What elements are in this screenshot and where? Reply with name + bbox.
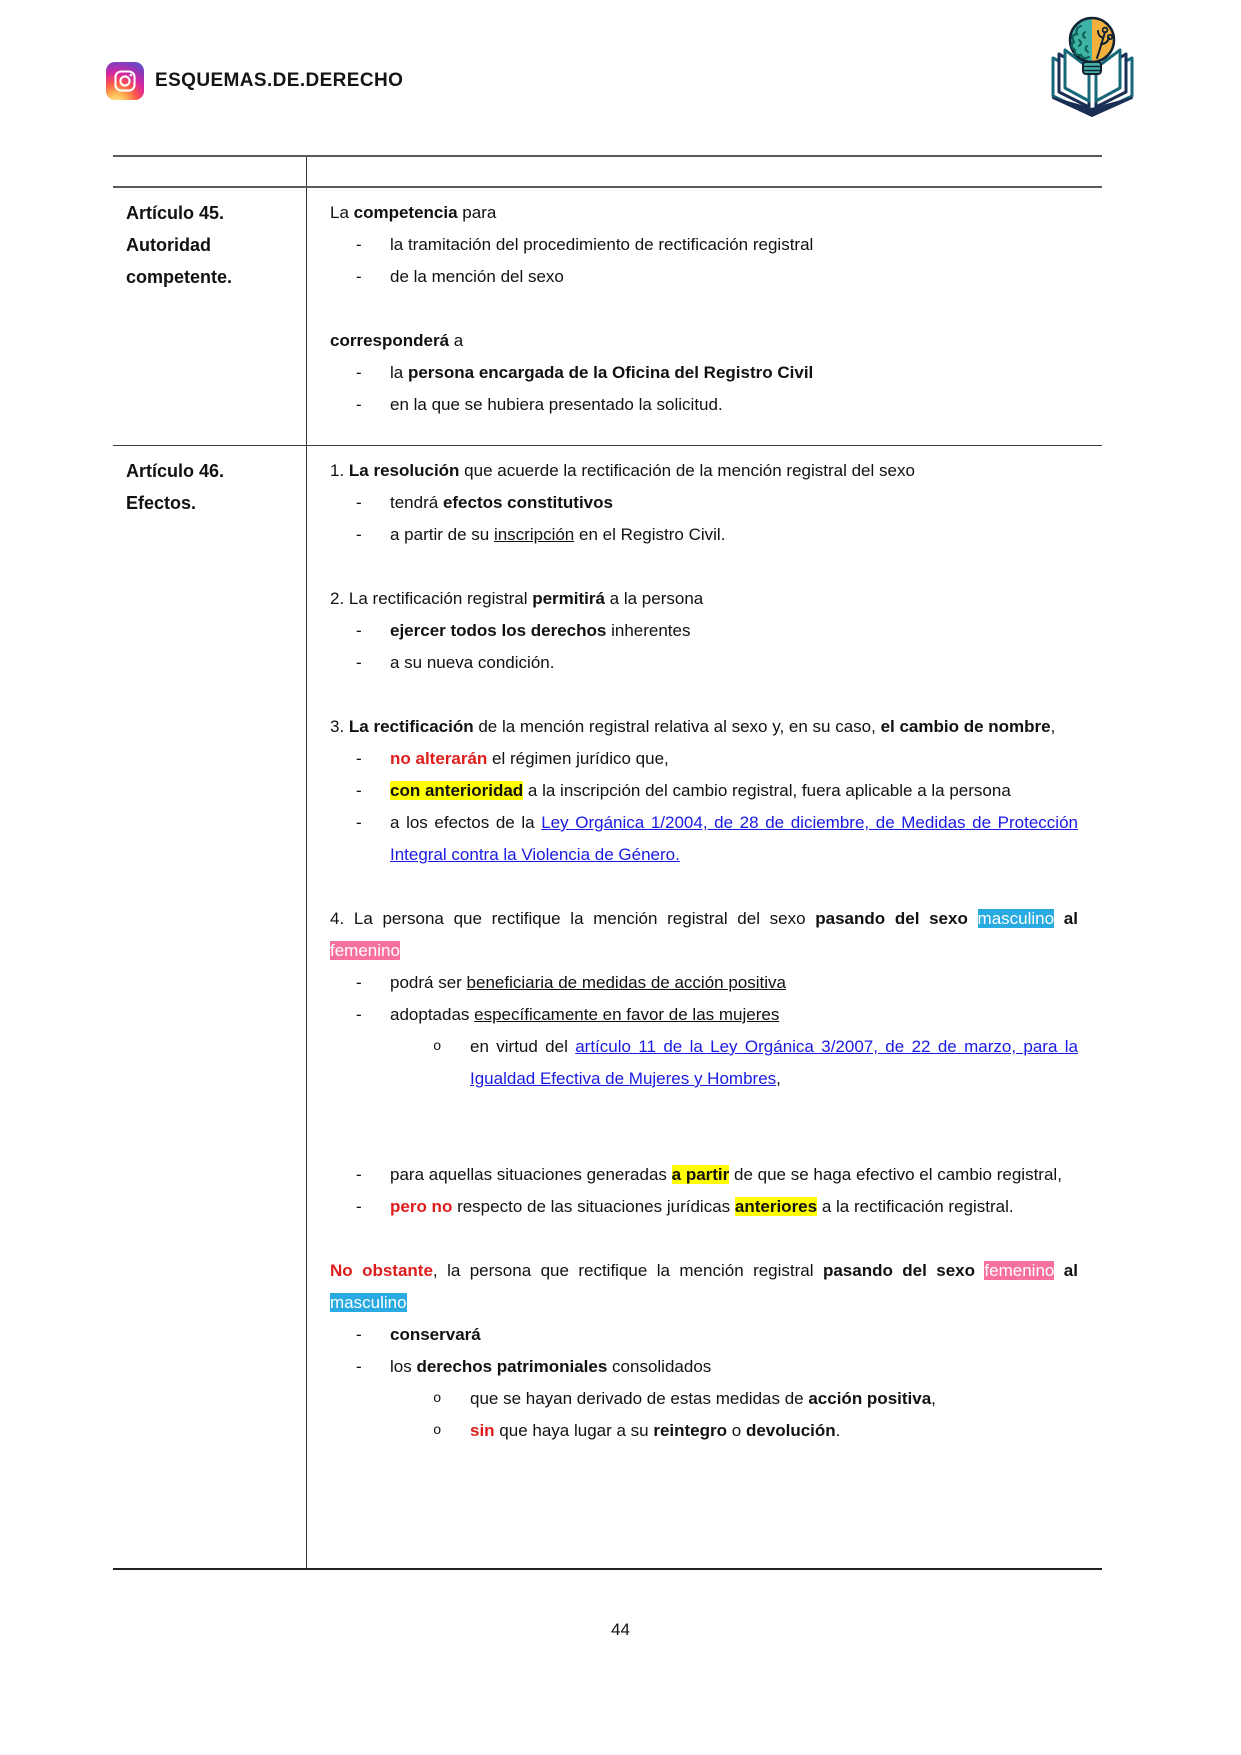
text-segment: acción positiva [808, 1389, 932, 1408]
text-segment: al [1063, 909, 1078, 928]
text-segment: beneficiaria de medidas de acción positiva [466, 973, 786, 992]
list-item [330, 519, 1078, 551]
text-segment: de que se haga efectivo el cambio registral, [729, 1165, 1062, 1184]
text-segment: inherentes [606, 621, 691, 640]
text-segment: respecto de las situaciones jurídicas [452, 1197, 735, 1216]
text-segment: persona encargada de la Oficina del Registro Civil [407, 363, 814, 382]
text-segment: pasando del sexo [822, 1261, 975, 1280]
text-segment: derechos patrimoniales [416, 1357, 608, 1376]
table-header-row [113, 157, 1102, 188]
text-segment: femenino [330, 941, 400, 960]
text-segment: a la inscripción del cambio registral, fuera aplicable a la persona [523, 781, 1011, 800]
dash-bullet-marker: - [356, 235, 362, 254]
circle-bullet-marker: o [433, 1391, 442, 1407]
text-segment: los [390, 1357, 417, 1376]
text-segment: que se hayan derivado de estas medidas de [470, 1389, 809, 1408]
text-segment: adoptadas [390, 1005, 475, 1024]
text-segment: al [1063, 1261, 1078, 1280]
text-segment: no alterarán [390, 749, 488, 768]
spacer [330, 679, 1078, 711]
article-title-line: Artículo 46. [126, 461, 225, 481]
text-segment [975, 1261, 984, 1280]
circle-bullet-marker: o [433, 1039, 442, 1055]
text-segment: La rectificación [348, 717, 474, 736]
text-segment: pasando del sexo [815, 909, 968, 928]
table-row [113, 188, 1102, 446]
dash-bullet-marker: - [356, 653, 362, 672]
list-item [330, 807, 1078, 871]
dash-bullet-marker: - [356, 781, 362, 800]
dash-bullet-marker: - [356, 973, 362, 992]
text-segment: No obstante [330, 1261, 433, 1280]
text-segment: en virtud del [470, 1037, 576, 1056]
dash-bullet-marker: - [356, 621, 362, 640]
legal-reference-link[interactable]: Ley Orgánica 1/2004, de 28 de diciembre, de Medidas de Protección Integral contra la Violencia de Género. [390, 813, 1078, 864]
text-segment: específicamente en favor de las mujeres [474, 1005, 780, 1024]
text-segment: reintegro [653, 1421, 728, 1440]
list-item [330, 389, 1078, 421]
text-segment: de la mención registral relativa al sexo y, en su caso, [473, 717, 881, 736]
paragraph [330, 325, 1078, 357]
text-segment: el cambio de nombre [880, 717, 1051, 736]
page-number: 44 [611, 1620, 630, 1639]
text-segment: 1. [330, 461, 349, 480]
dash-bullet-marker: - [356, 749, 362, 768]
article-title-line: Efectos. [126, 493, 197, 513]
list-item [330, 615, 1078, 647]
text-segment: a partir [671, 1165, 730, 1184]
text-segment: a partir de su [390, 525, 494, 544]
text-segment: la tramitación del procedimiento de rectificación registral [390, 235, 814, 254]
dash-bullet-marker: - [356, 813, 362, 832]
text-segment: anteriores [734, 1197, 818, 1216]
text-segment: , [1050, 717, 1056, 736]
brand-header [106, 62, 403, 100]
paragraph [330, 455, 1078, 487]
dash-bullet-marker: - [356, 267, 362, 286]
text-segment [1054, 909, 1064, 928]
list-item [330, 743, 1078, 775]
list-item [330, 1159, 1078, 1191]
list-item [330, 261, 1078, 293]
article-title-cell [113, 188, 307, 445]
dash-bullet-marker: - [356, 395, 362, 414]
text-segment: en el Registro Civil. [574, 525, 726, 544]
list-item [330, 1191, 1078, 1223]
list-item [330, 1383, 1078, 1415]
list-item [330, 357, 1078, 389]
text-segment: . [835, 1421, 841, 1440]
text-segment: la [390, 363, 408, 382]
dash-bullet-marker: - [356, 1325, 362, 1344]
text-segment: que acuerde la rectificación de la mención registral del sexo [459, 461, 915, 480]
text-segment: para [457, 203, 497, 222]
circle-bullet-marker: o [433, 1423, 442, 1439]
instagram-icon [106, 62, 144, 100]
article-title-cell [113, 446, 307, 1568]
article-content-cell [307, 157, 1102, 186]
text-segment: 3. [330, 717, 349, 736]
text-segment: ejercer todos los derechos [390, 621, 607, 640]
text-segment: para aquellas situaciones generadas [390, 1165, 672, 1184]
dash-bullet-marker: - [356, 493, 362, 512]
list-item [330, 999, 1078, 1031]
spacer [330, 1095, 1078, 1159]
text-segment: , [776, 1069, 781, 1088]
text-segment: La [330, 203, 354, 222]
text-segment: a su nueva condición. [390, 653, 555, 672]
text-segment: inscripción [493, 525, 575, 544]
list-item [330, 647, 1078, 679]
text-segment: a la persona [604, 589, 704, 608]
paragraph [330, 1255, 1078, 1319]
dash-bullet-marker: - [356, 1005, 362, 1024]
dash-bullet-marker: - [356, 363, 362, 382]
spacer [330, 1223, 1078, 1255]
text-segment: consolidados [607, 1357, 712, 1376]
text-segment: podrá ser [390, 973, 467, 992]
text-segment: femenino [984, 1261, 1055, 1280]
article-title-cell [113, 157, 307, 186]
paragraph [330, 197, 1078, 229]
text-segment: , [931, 1389, 936, 1408]
paragraph [330, 583, 1078, 615]
text-segment: corresponderá [330, 331, 450, 350]
article-content-cell [307, 446, 1102, 1568]
text-segment: permitirá [532, 589, 605, 608]
list-item [330, 1319, 1078, 1351]
text-segment: a los efectos de la [390, 813, 542, 832]
text-segment [1054, 1261, 1063, 1280]
list-item [330, 229, 1078, 261]
text-segment: devolución [745, 1421, 836, 1440]
text-segment: sin [470, 1421, 495, 1440]
text-segment: conservará [390, 1325, 481, 1344]
text-segment: 4. La persona que rectifique la mención registral del sexo [330, 909, 816, 928]
article-title-line: Artículo 45. [126, 203, 225, 223]
spacer [330, 551, 1078, 583]
text-segment: a la rectificación registral. [817, 1197, 1014, 1216]
list-item [330, 1415, 1078, 1447]
paragraph [330, 711, 1078, 743]
text-segment: efectos constitutivos [442, 493, 613, 512]
text-segment: de la mención del sexo [390, 267, 564, 286]
text-segment: con anterioridad [390, 781, 524, 800]
paragraph [330, 903, 1078, 967]
schema-table [113, 155, 1102, 1570]
spacer [330, 293, 1078, 325]
table-row [113, 446, 1102, 1570]
text-segment: masculino [977, 909, 1055, 928]
list-item [330, 1031, 1078, 1095]
text-segment: en la que se hubiera presentado la solicitud. [390, 395, 723, 414]
dash-bullet-marker: - [356, 1165, 362, 1184]
text-segment: , la persona que rectifique la mención registral [432, 1261, 823, 1280]
spacer [330, 871, 1078, 903]
list-item [330, 487, 1078, 519]
dash-bullet-marker: - [356, 1197, 362, 1216]
text-segment: a [449, 331, 464, 350]
article-title-line: Autoridad [126, 235, 211, 255]
brand-name: ESQUEMAS.DE.DERECHO [155, 70, 404, 91]
text-segment: competencia [353, 203, 458, 222]
article-title-line: competente. [126, 267, 233, 287]
text-segment: tendrá [390, 493, 443, 512]
text-segment: La resolución [348, 461, 460, 480]
list-item [330, 1351, 1078, 1383]
legal-reference-link[interactable]: artículo 11 de la Ley Orgánica 3/2007, de 22 de marzo, para la Igualdad Efectiva de Mujeres y Hombres [470, 1037, 1078, 1088]
list-item [330, 775, 1078, 807]
text-segment: masculino [330, 1293, 407, 1312]
dash-bullet-marker: - [356, 525, 362, 544]
dash-bullet-marker: - [356, 1357, 362, 1376]
text-segment: pero no [390, 1197, 453, 1216]
text-segment: que haya lugar a su [494, 1421, 654, 1440]
text-segment: el régimen jurídico que, [487, 749, 669, 768]
lightbulb-book-logo [1035, 10, 1150, 122]
text-segment: 2. La rectificación registral [330, 589, 533, 608]
article-content-cell [307, 188, 1102, 445]
text-segment [968, 909, 978, 928]
list-item [330, 967, 1078, 999]
text-segment: o [727, 1421, 746, 1440]
